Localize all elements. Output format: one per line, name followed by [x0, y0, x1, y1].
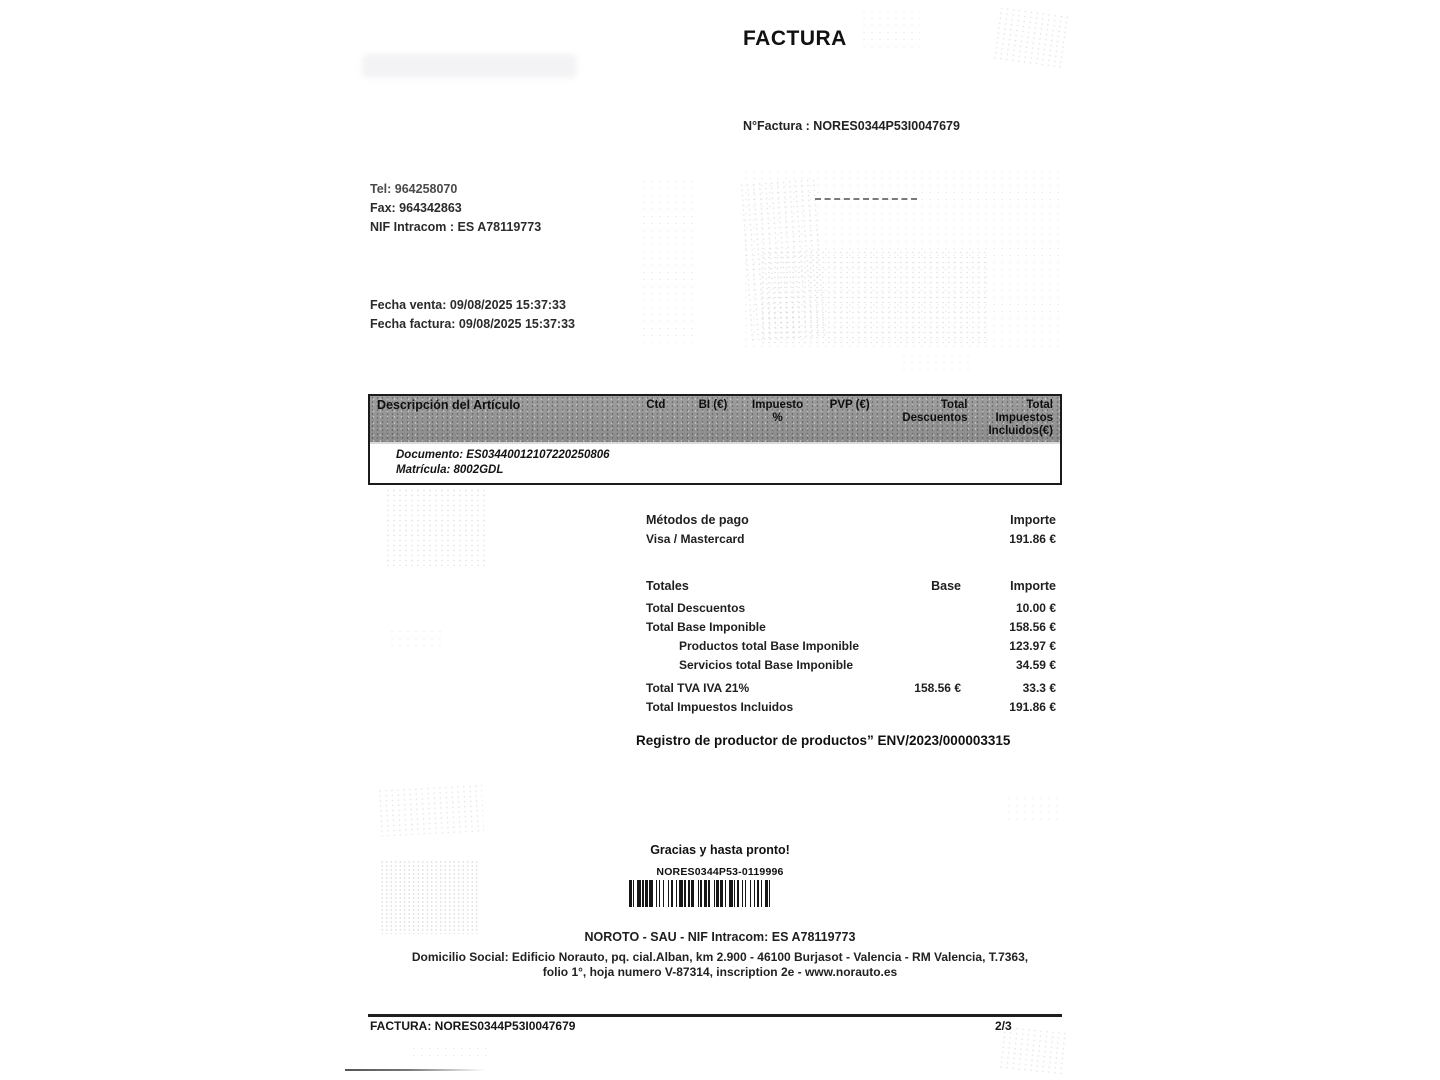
totals-row-base — [871, 637, 961, 656]
totals-row-base — [871, 618, 961, 637]
totals-row — [646, 618, 1056, 637]
totals-amount-header: Importe — [1010, 579, 1056, 593]
scan-noise — [388, 628, 446, 652]
scan-noise — [992, 5, 1069, 69]
barcode-label: NORES0344P53-0119996 — [656, 866, 784, 878]
items-table — [368, 394, 1062, 485]
sale-date: Fecha venta: 09/08/2025 15:37:33 — [370, 298, 566, 312]
totals-row — [646, 679, 1056, 698]
scan-noise — [385, 488, 485, 566]
totals-row-label: Total Base Imponible — [646, 620, 766, 634]
totals-row-label: Servicios total Base Imponible — [679, 658, 854, 672]
contact-tel: Tel: 964258070 — [370, 182, 458, 196]
payment-title: Métodos de pago — [646, 513, 749, 527]
items-table-body — [370, 444, 1060, 483]
totals-row — [646, 599, 1056, 618]
footer-doc-ref: FACTURA: NORES0344P53I0047679 — [370, 1019, 576, 1033]
invoice-date: Fecha factura: 09/08/2025 15:37:33 — [370, 317, 575, 331]
scan-noise — [410, 1045, 490, 1059]
payment-amount: 191.86 € — [1009, 532, 1056, 546]
totals-row-amount: 33.3 € — [1022, 681, 1056, 695]
totals-row-amount: 10.00 € — [1015, 601, 1056, 615]
payment-row — [646, 530, 1056, 549]
totals-row-label: Total Descuentos — [646, 601, 746, 615]
scan-residual-line — [815, 198, 917, 201]
totals-row — [646, 637, 1056, 656]
scan-noise — [860, 8, 920, 53]
contact-block — [370, 180, 541, 237]
scan-noise — [739, 177, 830, 342]
scan-noise — [742, 168, 1060, 351]
totals-row-base: 158.56 € — [914, 681, 961, 695]
page-number: 2/3 — [995, 1019, 1012, 1033]
contact-fax: Fax: 964342863 — [370, 201, 462, 215]
col-bi: BI (€) — [698, 399, 728, 411]
items-table-header — [370, 396, 1060, 444]
totals-row — [646, 698, 1056, 717]
totals-row-base — [871, 698, 961, 717]
totals-row-label: Total TVA IVA 21% — [646, 681, 750, 695]
scan-partial-line — [345, 1069, 485, 1071]
page-title: FACTURA — [743, 27, 847, 50]
col-pvp: PVP (€) — [829, 399, 870, 411]
registro-line: Registro de productor de productos” ENV/2023/000003315 — [636, 733, 1011, 748]
scan-noise — [900, 352, 970, 370]
company-line: NOROTO - SAU - NIF Intracom: ES A78119773 — [584, 930, 856, 944]
table-row-matricula: Matrícula: 8002GDL — [396, 464, 504, 476]
col-impuesto: Impuesto % — [752, 399, 804, 424]
barcode-block — [345, 866, 1095, 907]
totals-row-amount: 191.86 € — [1009, 700, 1056, 714]
payment-section — [646, 511, 1056, 549]
payment-method: Visa / Mastercard — [646, 532, 745, 546]
table-row-documento: Documento: ES03440012107220250806 — [396, 449, 610, 461]
totals-row-base — [871, 599, 961, 618]
footer-rule — [368, 1014, 1062, 1017]
totals-title: Totales — [646, 579, 689, 593]
thanks-line: Gracias y hasta pronto! — [650, 843, 790, 857]
barcode — [629, 880, 811, 907]
totals-row-amount: 123.97 € — [1009, 639, 1056, 653]
col-ctd: Ctd — [646, 399, 666, 411]
scan-noise — [760, 250, 990, 345]
invoice-number: N°Factura : NORES0344P53I0047679 — [743, 119, 960, 133]
totals-row-amount: 158.56 € — [1009, 620, 1056, 634]
totals-row-label: Total Impuestos Incluidos — [646, 700, 794, 714]
address-line-1: Domicilio Social: Edificio Norauto, pq. cial.Alban, km 2.900 - 46100 Burjasot - Valencia - RM Valencia, T.7363, — [411, 950, 1029, 964]
col-descripcion: Descripción del Artículo — [377, 398, 521, 412]
scan-smudge — [362, 54, 577, 78]
col-total-descuentos: Total Descuentos — [902, 399, 968, 424]
totals-row-base — [871, 656, 961, 675]
scan-noise — [640, 178, 695, 343]
address-line-2: folio 1°, hoja numero V-87314, inscription 2e - www.norauto.es — [542, 965, 898, 979]
scan-noise — [377, 783, 484, 836]
totals-section — [646, 577, 1056, 717]
dates-block — [370, 296, 575, 334]
totals-row-amount: 34.59 € — [1015, 658, 1056, 672]
totals-base-header: Base — [931, 579, 961, 593]
totals-row — [646, 656, 1056, 675]
payment-amount-header: Importe — [1010, 513, 1056, 527]
totals-row-label: Productos total Base Imponible — [679, 639, 860, 653]
scan-noise — [1005, 795, 1060, 820]
contact-nif: NIF Intracom : ES A78119773 — [370, 220, 542, 234]
col-total-impuestos: Total Impuestos Incluidos(€) — [988, 399, 1053, 437]
